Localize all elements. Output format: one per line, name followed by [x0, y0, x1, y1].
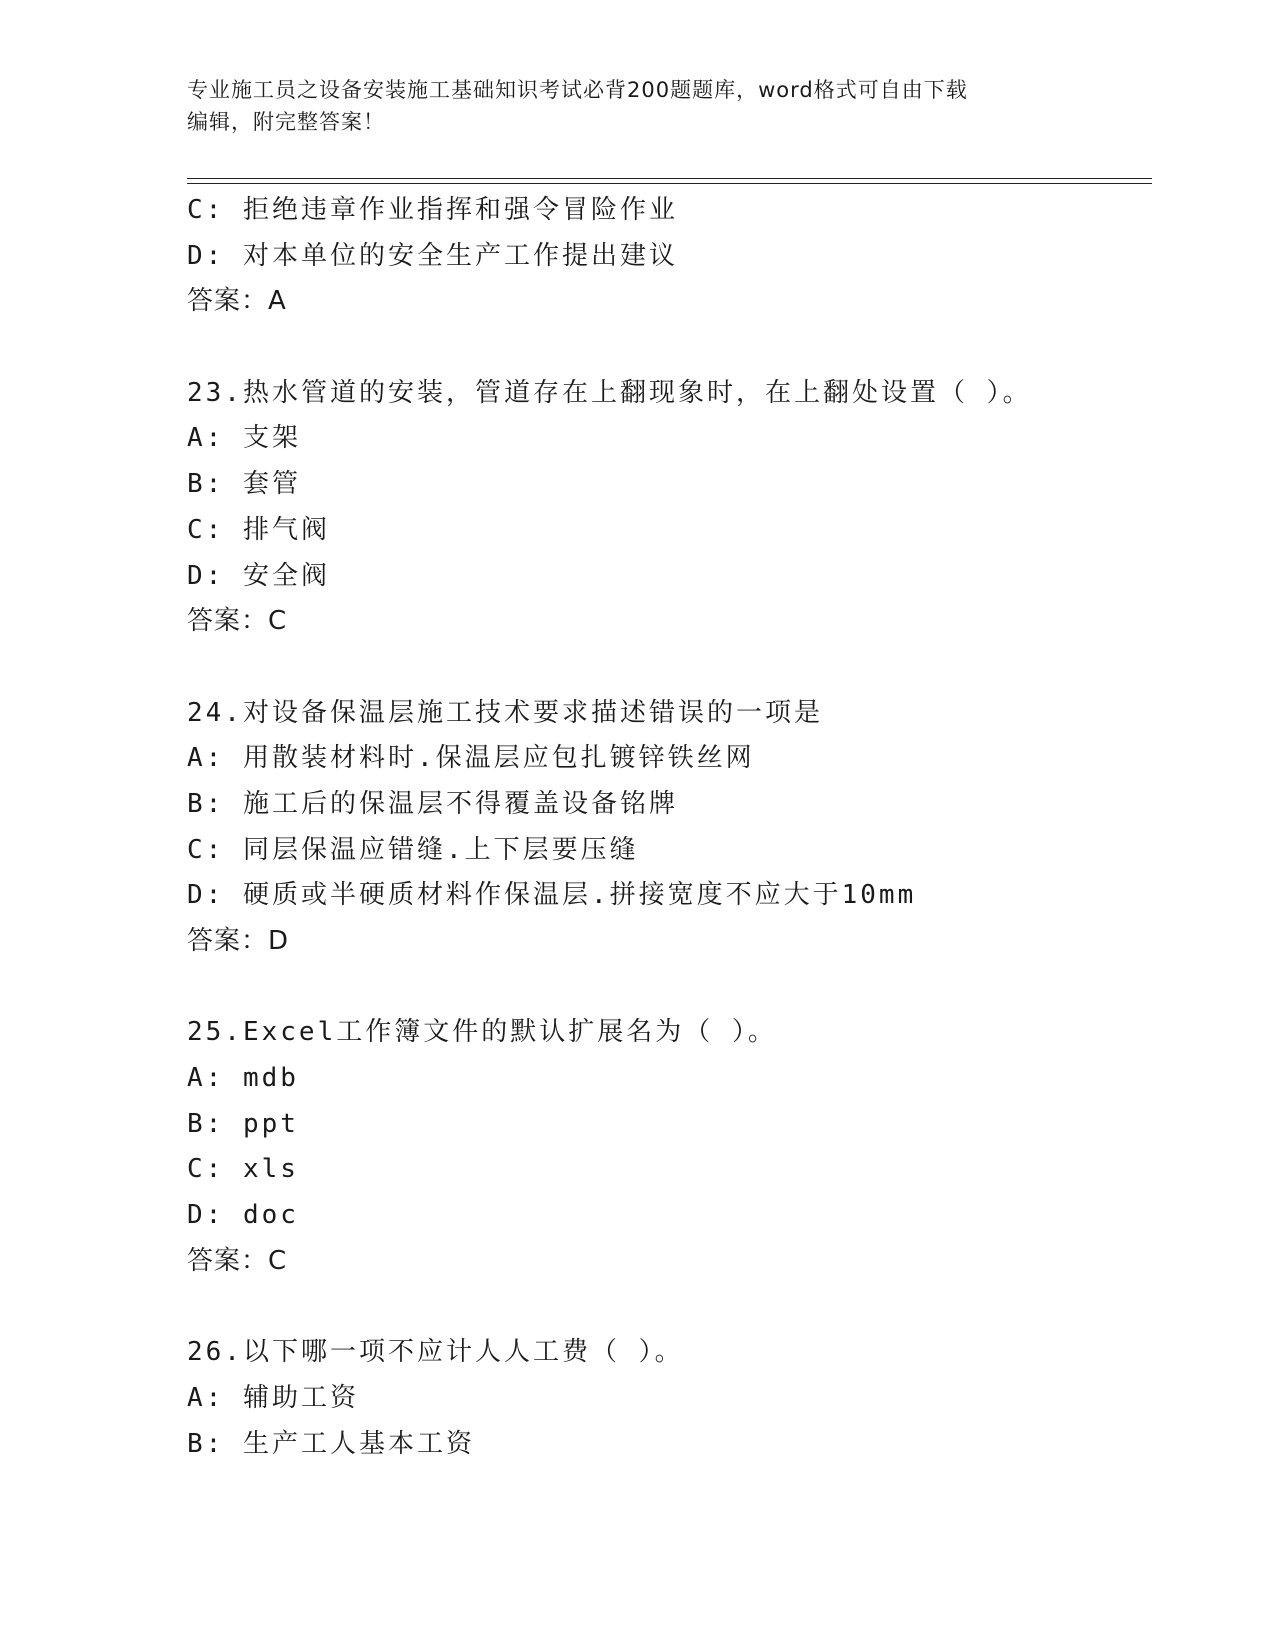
- spacer: [187, 1285, 1152, 1331]
- option-d: D: 硬质或半硬质材料作保温层.拼接宽度不应大于10mm: [187, 880, 917, 911]
- spacer: [187, 645, 1152, 691]
- option-b: B: 施工后的保温层不得覆盖设备铭牌: [187, 788, 678, 819]
- option-a: A: 支架: [187, 423, 301, 454]
- option-b: B: 套管: [187, 469, 301, 500]
- option-c: C: 同层保温应错缝.上下层要压缝: [187, 834, 639, 865]
- option-c: C: 排气阀: [187, 514, 330, 545]
- option-a: A: 用散装材料时.保温层应包扎镀锌铁丝网: [187, 743, 755, 774]
- header-line-2: 编辑，附完整答案！: [187, 110, 385, 134]
- answer-line: 答案：D: [187, 926, 290, 956]
- option-c: C: 拒绝违章作业指挥和强令冒险作业: [187, 195, 678, 225]
- answer-line: 答案：A: [187, 286, 287, 317]
- document-body: [187, 188, 1152, 1467]
- option-a: A: 辅助工资: [187, 1382, 359, 1413]
- question-stem: 25.Excel工作簿文件的默认扩展名为（ ）。: [187, 1017, 777, 1048]
- header-rule-top: [187, 178, 1152, 179]
- spacer: [187, 965, 1152, 1011]
- question-stem: 24.对设备保温层施工技术要求描述错误的一项是: [187, 697, 823, 728]
- question-stem: 23.热水管道的安装，管道存在上翻现象时，在上翻处设置（ ）。: [187, 377, 1032, 408]
- header-line-1: 专业施工员之设备安装施工基础知识考试必背200题题库，word格式可自由下载: [187, 78, 968, 102]
- option-d: D: 安全阀: [187, 560, 330, 591]
- question-stem: 26.以下哪一项不应计人人工费（ ）。: [187, 1337, 684, 1368]
- option-d: D: 对本单位的安全生产工作提出建议: [187, 240, 678, 271]
- option-b: B: 生产工人基本工资: [187, 1428, 475, 1459]
- document-header: [187, 74, 1087, 138]
- option-d: D: doc: [187, 1200, 299, 1231]
- spacer: [187, 325, 1152, 371]
- option-b: B: ppt: [187, 1108, 299, 1139]
- answer-line: 答案：C: [187, 1245, 288, 1276]
- option-a: A: mdb: [187, 1063, 299, 1094]
- answer-line: 答案：C: [187, 606, 288, 637]
- option-c: C: xls: [187, 1154, 299, 1185]
- header-rule-bottom: [187, 183, 1152, 184]
